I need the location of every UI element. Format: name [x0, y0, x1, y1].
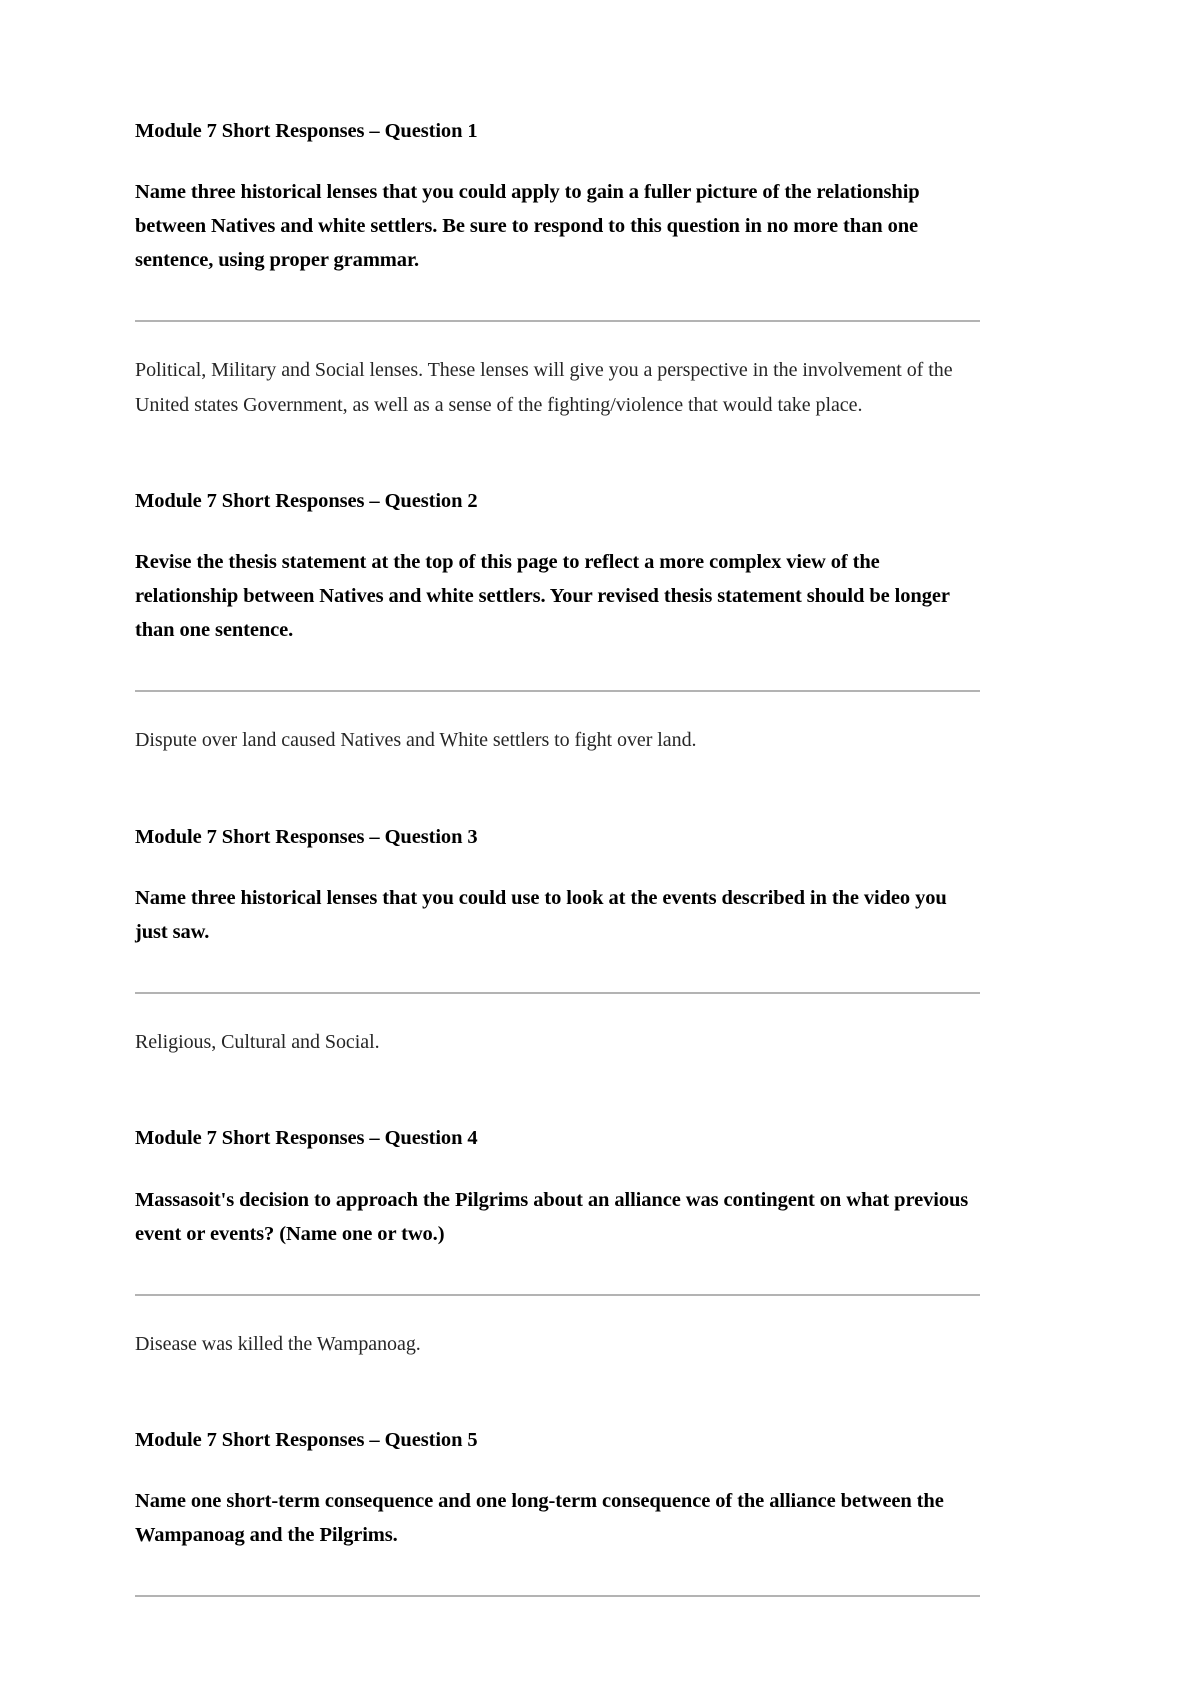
question-heading-1: Module 7 Short Responses – Question 1: [135, 120, 478, 142]
spacer: [135, 758, 980, 824]
question-prompt-1: Name three historical lenses that you could apply to gain a fuller picture of the relationship between Natives and white settlers. Be sure to respond to this question in no more than one sentence, using proper grammar.: [135, 181, 920, 272]
question-section-4: [135, 1125, 980, 1427]
spacer: [135, 322, 980, 353]
section-divider-5: [135, 1595, 980, 1597]
document-body: [135, 118, 980, 1597]
question-prompt-5: Name one short-term consequence and one long-term consequence of the alliance between the Wampanoag and the Pilgrims.: [135, 1490, 944, 1547]
answer-text-4: Disease was killed the Wampanoag.: [135, 1332, 421, 1355]
question-heading-3: Module 7 Short Responses – Question 3: [135, 825, 478, 848]
spacer: [135, 422, 980, 488]
spacer: [135, 277, 980, 320]
question-heading-4: Module 7 Short Responses – Question 4: [135, 1127, 478, 1150]
spacer: [135, 1552, 980, 1595]
spacer: [135, 1296, 980, 1327]
question-section-5: [135, 1427, 980, 1597]
question-heading-5: Module 7 Short Responses – Question 5: [135, 1429, 478, 1452]
spacer: [135, 994, 980, 1025]
spacer: [135, 949, 980, 992]
question-section-2: [135, 488, 980, 824]
spacer: [135, 647, 980, 690]
question-prompt-3: Name three historical lenses that you could use to look at the events described in the video you just saw.: [135, 886, 947, 943]
question-prompt-2: Revise the thesis statement at the top of this page to reflect a more complex view of the relationship between Natives and white settlers. Your revised thesis statement should be longer than one sentence.: [135, 551, 950, 642]
answer-text-3: Religious, Cultural and Social.: [135, 1031, 380, 1053]
answer-text-2: Dispute over land caused Natives and White settlers to fight over land.: [135, 729, 697, 752]
question-section-1: [135, 118, 980, 488]
spacer: [135, 692, 980, 723]
question-section-3: [135, 824, 980, 1126]
spacer: [135, 1361, 980, 1427]
question-prompt-4: Massasoit's decision to approach the Pilgrims about an alliance was contingent on what previous event or events? (Name one or two.): [135, 1188, 969, 1245]
spacer: [135, 1251, 980, 1294]
question-heading-2: Module 7 Short Responses – Question 2: [135, 490, 478, 513]
spacer: [135, 1059, 980, 1125]
answer-text-1: Political, Military and Social lenses. These lenses will give you a perspective in the involvement of the United states Government, as well as a sense of the fighting/violence that would take place.: [135, 359, 953, 416]
